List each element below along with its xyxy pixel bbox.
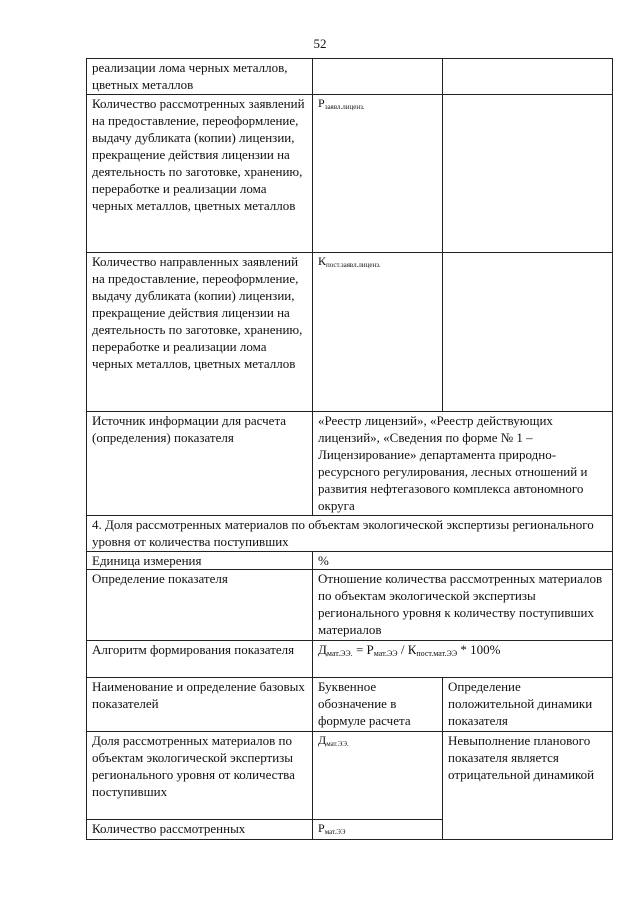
- formula-d-sub: мат.ЭЭ.: [326, 649, 353, 658]
- base-indicator-dynamics: [443, 253, 613, 412]
- base-indicator-symbol: [313, 95, 443, 253]
- algorithm-label: Алгоритм формирования показателя: [87, 641, 313, 678]
- base-indicator-symbol: [313, 820, 443, 840]
- formula-k: К: [407, 642, 417, 657]
- formula-p-sub: мат.ЭЭ: [373, 649, 398, 658]
- page-number: 52: [313, 36, 327, 51]
- table-row: [87, 59, 613, 95]
- symbol-subscript: заявл.лиценз.: [324, 103, 365, 111]
- symbol-main: К: [318, 254, 327, 268]
- symbol-main: Д: [318, 733, 327, 747]
- formula-p: Р: [366, 642, 374, 657]
- symbol-main: Р: [318, 821, 325, 835]
- formula-eq: =: [352, 642, 367, 657]
- formula-d: Д: [318, 642, 327, 657]
- table-row: [87, 570, 613, 641]
- base-indicator-name: Количество направленных заявлений на предоставление, переоформление, выдачу дубликата (копии) лицензии, прекращение действия лицензии на деятельность по заготовке, хранению, переработке и реализации лома черных металлов, цветных металлов: [87, 253, 313, 412]
- symbol-subscript: пост.заявл.лиценз.: [326, 261, 381, 269]
- table-row: [87, 552, 613, 570]
- table-row: [87, 732, 613, 820]
- base-indicator-name: Количество рассмотренных заявлений на предоставление, переоформление, выдачу дубликата (копии) лицензии, прекращение действия лицензии на деятельность по заготовке, хранению, переработке и реализации лома черных металлов, цветных металлов: [87, 95, 313, 253]
- base-indicator-symbol: [313, 732, 443, 820]
- base-indicator-name: реализации лома черных металлов, цветных металлов: [87, 59, 313, 95]
- formula-div: /: [397, 642, 408, 657]
- table-row: [87, 641, 613, 678]
- definition-value: Отношение количества рассмотренных материалов по объектам экологической экспертизы регионального уровня к количеству поступивших материалов: [313, 570, 613, 641]
- info-source-value: «Реестр лицензий», «Реестр действующих лицензий», «Сведения по форме № 1 – Лицензирование» департамента природно-ресурсного регулирования, лесных отношений и развития нефтегазового комплекса автономного округа: [313, 412, 613, 516]
- formula-tail: * 100%: [457, 642, 501, 657]
- table-row: [87, 412, 613, 516]
- info-source-label: Источник информации для расчета (определения) показателя: [87, 412, 313, 516]
- base-indicator-name: Доля рассмотренных материалов по объектам экологической экспертизы регионального уровня от количества поступивших: [87, 732, 313, 820]
- symbol-subscript: мат.ЭЭ: [324, 828, 346, 836]
- symbol-main: Р: [318, 96, 325, 110]
- column-header: Определение положительной динамики показателя: [443, 678, 613, 732]
- base-indicator-dynamics: Невыполнение планового показателя является отрицательной динамикой: [443, 732, 613, 840]
- unit-label: Единица измерения: [87, 552, 313, 570]
- table-row: [87, 253, 613, 412]
- column-header: Буквенное обозначение в формуле расчета: [313, 678, 443, 732]
- base-indicator-dynamics: [443, 95, 613, 253]
- formula-k-sub: пост.мат.ЭЭ: [416, 649, 458, 658]
- table-row: [87, 516, 613, 552]
- base-indicator-name: Количество рассмотренных: [87, 820, 313, 840]
- algorithm-formula: [313, 641, 613, 678]
- symbol-subscript: мат.ЭЭ.: [326, 740, 349, 748]
- base-indicator-symbol: [313, 59, 443, 95]
- table-header-row: [87, 678, 613, 732]
- indicator-table: [86, 58, 613, 840]
- base-indicator-dynamics: [443, 59, 613, 95]
- definition-label: Определение показателя: [87, 570, 313, 641]
- unit-value: %: [313, 552, 613, 570]
- section-title: 4. Доля рассмотренных материалов по объектам экологической экспертизы регионального уровня от количества поступивших: [87, 516, 613, 552]
- table-row: [87, 95, 613, 253]
- base-indicator-symbol: [313, 253, 443, 412]
- column-header: Наименование и определение базовых показателей: [87, 678, 313, 732]
